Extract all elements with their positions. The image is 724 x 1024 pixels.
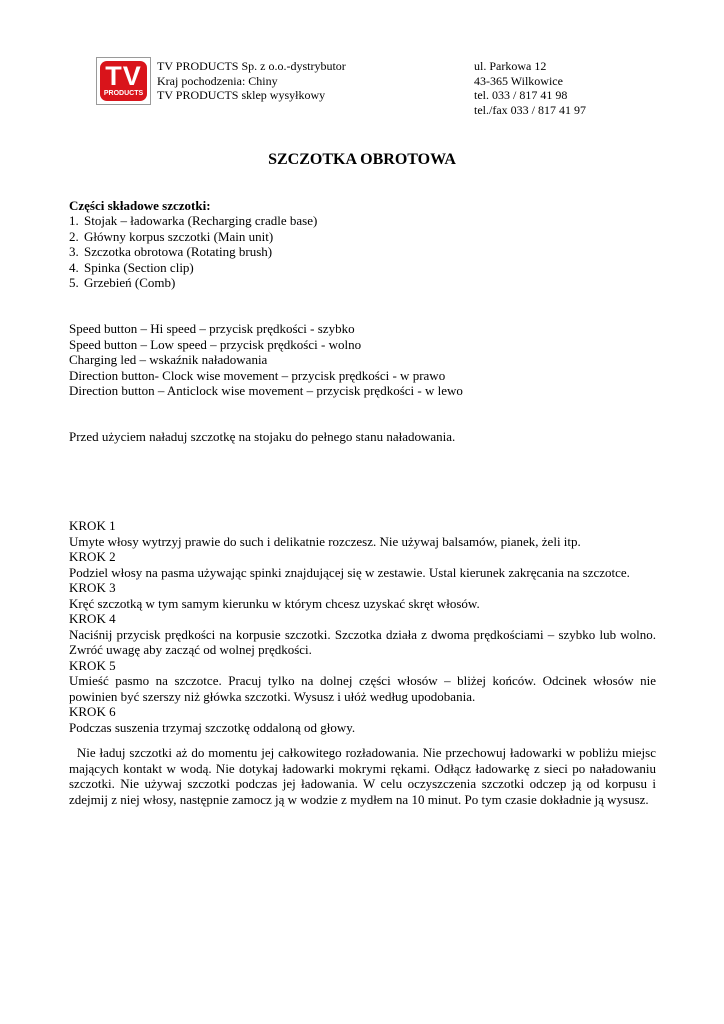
- step-label: KROK 6: [69, 704, 116, 719]
- steps-section: [69, 518, 656, 735]
- button-descriptions: [69, 321, 463, 399]
- list-item-text: Stojak – ładowarka (Recharging cradle base): [84, 213, 318, 228]
- intro-paragraph: Przed użyciem naładuj szczotkę na stojaku do pełnego stanu naładowania.: [69, 429, 456, 444]
- step-text: Umyte włosy wytrzyj prawie do such i delikatnie rozczesz. Nie używaj balsamów, pianek, żeli itp.: [69, 533, 581, 549]
- parts-heading: Części składowe szczotki:: [69, 198, 211, 213]
- step-text: Podziel włosy na pasma używając spinki znajdującej się w zestawie. Ustal kierunek zakręcania na szczotce.: [69, 564, 630, 580]
- button-description: Speed button – Low speed – przycisk prędkości - wolno: [69, 336, 362, 352]
- list-item-text: Główny korpus szczotki (Main unit): [84, 228, 274, 244]
- step-label: KROK 3: [69, 580, 116, 595]
- company-line: Kraj pochodzenia: Chiny: [157, 73, 278, 88]
- company-info: [157, 59, 346, 103]
- list-item-number: 1.: [69, 213, 79, 228]
- address-line: ul. Parkowa 12: [474, 59, 547, 73]
- step-label: KROK 1: [69, 518, 116, 533]
- company-address: [474, 59, 586, 117]
- list-item-number: 3.: [69, 244, 79, 259]
- company-line: TV PRODUCTS sklep wysyłkowy: [157, 88, 326, 102]
- care-notes-paragraph: Nie ładuj szczotki aż do momentu jej całkowitego rozładowania. Nie przechowuj ładowarki w pobliżu miejsc mających kontakt w wodą. Nie dotykaj ładowarki mokrymi rękami. Odłącz ładowarkę z sieci po naładowaniu szczotki. Nie używaj szczotki podczas jej ładowania. W celu oczyszczenia szczotki odczep ją od korpusu i zdejmij z niej włosy, następnie zamocz ją w wodzie z mydłem na 10 minut. Po tym czasie dokładnie ją wysusz.: [69, 745, 660, 807]
- parts-list: [69, 213, 317, 291]
- button-description: Speed button – Hi speed – przycisk prędkości - szybko: [69, 321, 355, 336]
- address-line: tel. 033 / 817 41 98: [474, 88, 568, 102]
- list-item-number: 2.: [69, 228, 79, 244]
- step-text: Umieść pasmo na szczotce. Pracuj tylko na dolnej części włosów – bliżej końców. Odcinek włosów nie powinien być szerszy niż główka szczotki. Wysusz i ułóż według upodobania.: [69, 673, 656, 704]
- company-line: TV PRODUCTS Sp. z o.o.-dystrybutor: [157, 59, 346, 73]
- logo-main-text: TV: [105, 61, 142, 91]
- tv-products-logo: [96, 57, 151, 105]
- list-item-number: 4.: [69, 259, 79, 275]
- step-text: Naciśnij przycisk prędkości na korpusie szczotki. Szczotka działa z dwoma prędkościami – szybko lub wolno. Zwróć uwagę aby zacząć od wolnej prędkości.: [69, 626, 656, 657]
- step-label: KROK 5: [69, 657, 116, 673]
- address-line: 43-365 Wilkowice: [474, 73, 563, 88]
- button-description: Direction button- Clock wise movement – przycisk prędkości - w prawo: [69, 367, 446, 383]
- list-item-text: Szczotka obrotowa (Rotating brush): [84, 244, 273, 259]
- list-item: [69, 229, 317, 245]
- list-item: [69, 275, 317, 291]
- step-text: Kręć szczotką w tym samym kierunku w którym chcesz uzyskać skręt włosów.: [69, 595, 480, 611]
- list-item-text: Grzebień (Comb): [84, 275, 176, 290]
- document-title: SZCZOTKA OBROTOWA: [268, 151, 456, 168]
- list-item: [69, 213, 317, 229]
- address-line: tel./fax 033 / 817 41 97: [474, 102, 586, 117]
- list-item: [69, 244, 317, 260]
- step-text: Podczas suszenia trzymaj szczotkę oddaloną od głowy.: [69, 719, 356, 735]
- button-description: Direction button – Anticlock wise movement – przycisk prędkości - w lewo: [69, 383, 463, 398]
- list-item-text: Spinka (Section clip): [84, 259, 194, 275]
- logo-badge: [100, 61, 147, 101]
- logo-sub-text: PRODUCTS: [103, 90, 144, 97]
- step-label: KROK 2: [69, 549, 116, 564]
- list-item: [69, 260, 317, 276]
- list-item-number: 5.: [69, 275, 79, 290]
- button-description: Charging led – wskaźnik naładowania: [69, 352, 268, 367]
- step-label: KROK 4: [69, 611, 116, 626]
